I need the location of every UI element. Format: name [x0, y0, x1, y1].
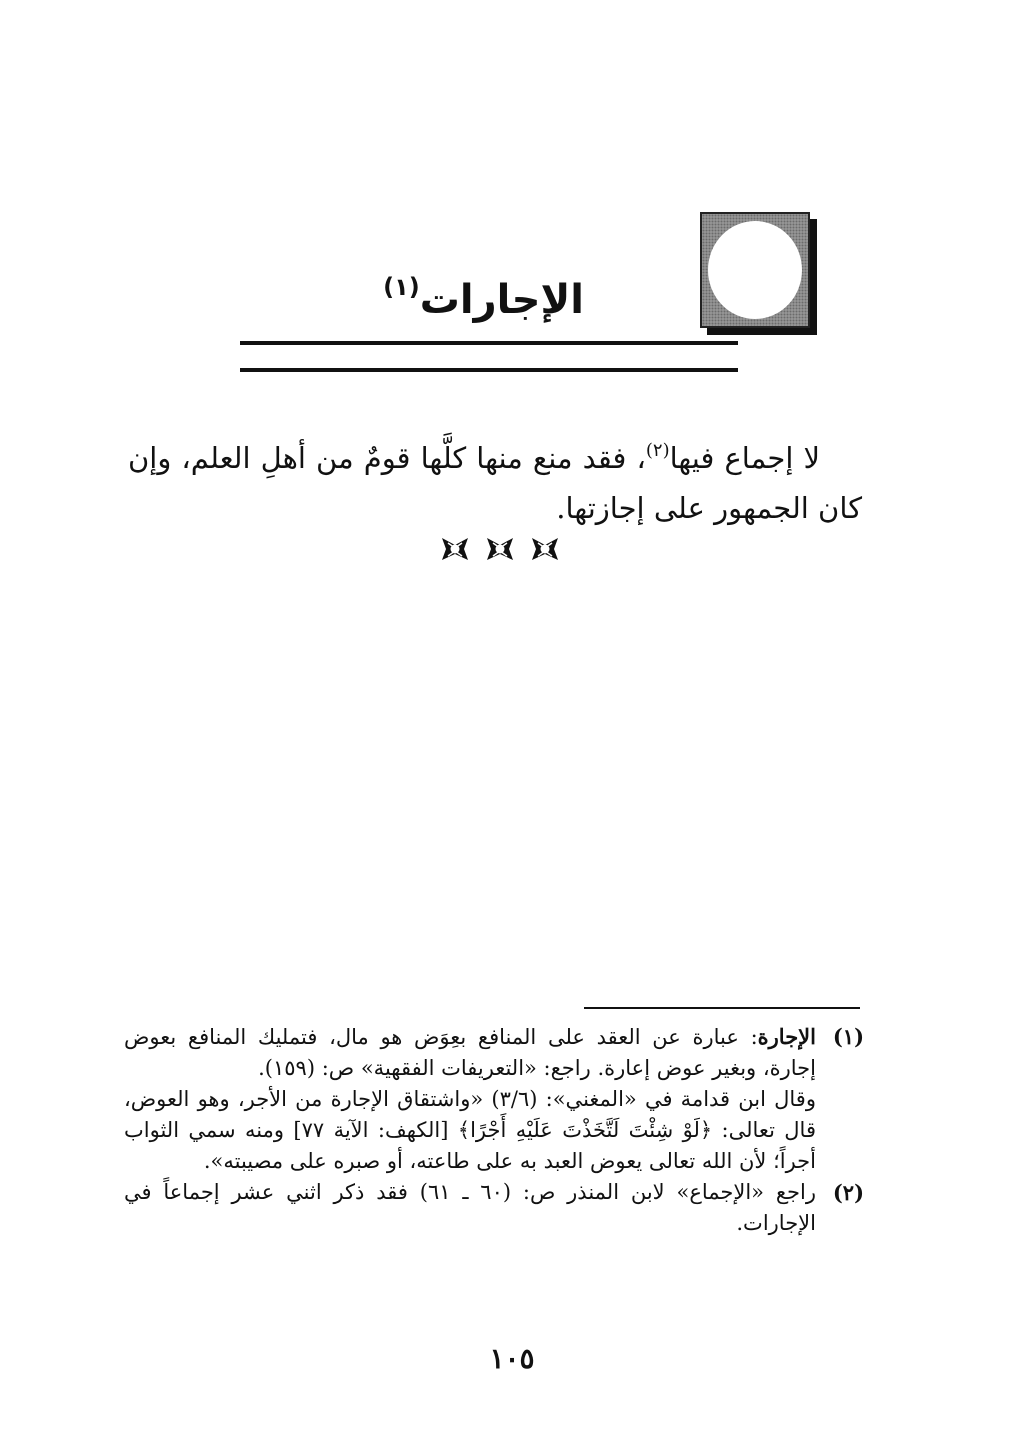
footnote-1 — [124, 1021, 864, 1177]
section-separator — [440, 534, 560, 564]
floral-star-ornament-icon — [485, 536, 515, 562]
footnote-separator — [584, 1007, 860, 1009]
floral-star-ornament-icon — [530, 536, 560, 562]
title-rule-bottom — [240, 368, 738, 372]
body-paragraph — [128, 426, 862, 533]
chapter-ornament-icon — [700, 212, 810, 328]
footnote-paragraph: وقال ابن قدامة في «المغني»: (٣/٦) «واشتقاق الإجارة من الأجر، وهو العوض، قال تعالى: ﴿لَوْ شِئْتَ لَتَّخَذْتَ عَلَيْهِ أَجْرًا﴾ [الكهف: الآية ٧٧] ومنه سمي الثواب أجراً؛ لأن الله تعالى يعوض العبد به على طاعته، أو صبره على مصيبته». — [124, 1087, 816, 1173]
footnote-number: (٢) — [832, 1180, 864, 1205]
ornament-circle — [708, 221, 802, 319]
footnote-body — [124, 1177, 816, 1239]
title-rule-top — [240, 341, 738, 345]
body-text-part1: لا إجماع فيها — [669, 441, 820, 475]
chapter-title — [383, 262, 584, 325]
footnote-2 — [124, 1177, 864, 1239]
title-footnote-marker: (١) — [383, 273, 420, 301]
footnote-number: (١) — [832, 1024, 864, 1049]
footnote-body — [124, 1021, 816, 1177]
footnote-text: : عبارة عن العقد على المنافع بعِوَض هو مال، فتمليك المنافع بعوض إجارة، وبغير عوض إعارة. راجع: «التعريفات الفقهية» ص: (١٥٩). — [124, 1025, 816, 1080]
footnote-paragraph: راجع «الإجماع» لابن المنذر ص: (٦٠ ـ ٦١) فقد ذكر اثني عشر إجماعاً في الإجارات. — [124, 1180, 816, 1235]
footnote-term: الإجارة — [757, 1024, 816, 1049]
floral-star-ornament-icon — [440, 536, 470, 562]
body-text-part2: ، فقد منع منها كلَّها قومٌ من أهلِ العلم، وإن كان الجمهور على إجازتها. — [128, 441, 862, 525]
body-footnote-marker: (٢) — [645, 440, 670, 461]
chapter-title-text: الإجارات — [419, 277, 584, 323]
page-number: ١٠٥ — [489, 1342, 535, 1375]
footnote-paragraph — [124, 1021, 816, 1084]
footnotes — [124, 1021, 864, 1239]
